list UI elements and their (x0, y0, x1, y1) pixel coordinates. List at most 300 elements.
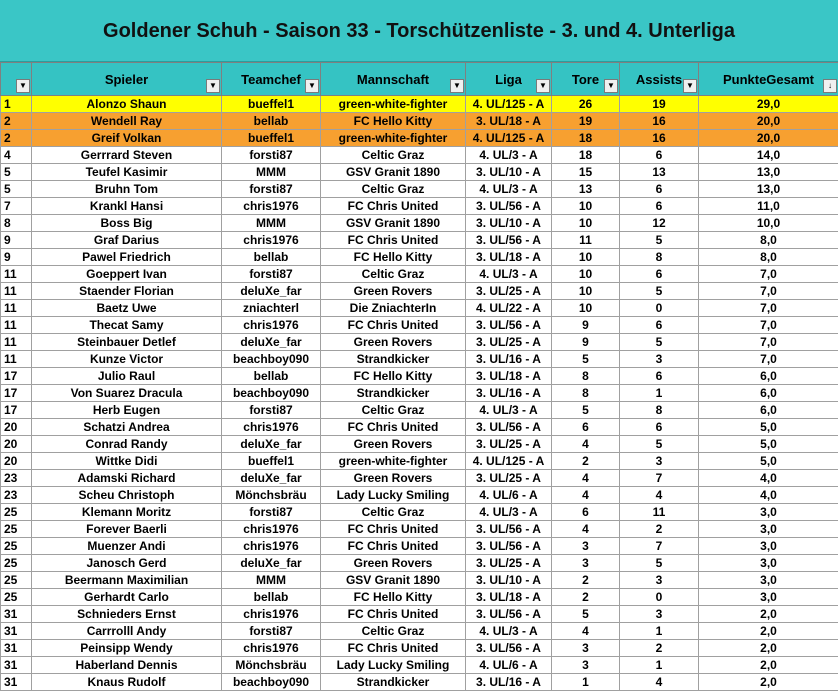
cell-assists[interactable]: 3 (620, 453, 699, 470)
cell-team[interactable]: FC Hello Kitty (321, 249, 466, 266)
cell-points[interactable]: 10,0 (699, 215, 838, 232)
cell-rank[interactable]: 31 (1, 674, 32, 691)
cell-manager[interactable]: chris1976 (222, 419, 321, 436)
cell-manager[interactable]: deluXe_far (222, 470, 321, 487)
cell-rank[interactable]: 11 (1, 351, 32, 368)
cell-team[interactable]: FC Hello Kitty (321, 589, 466, 606)
cell-goals[interactable]: 1 (552, 674, 620, 691)
cell-player[interactable]: Knaus Rudolf (32, 674, 222, 691)
cell-player[interactable]: Krankl Hansi (32, 198, 222, 215)
cell-manager[interactable]: chris1976 (222, 538, 321, 555)
cell-league[interactable]: 3. UL/25 - A (466, 470, 552, 487)
cell-points[interactable]: 13,0 (699, 164, 838, 181)
cell-points[interactable]: 5,0 (699, 436, 838, 453)
cell-league[interactable]: 3. UL/56 - A (466, 419, 552, 436)
cell-rank[interactable]: 31 (1, 606, 32, 623)
column-header-points[interactable] (699, 63, 838, 96)
cell-manager[interactable]: deluXe_far (222, 283, 321, 300)
column-header-league[interactable] (466, 63, 552, 96)
cell-assists[interactable]: 6 (620, 419, 699, 436)
cell-manager[interactable]: bueffel1 (222, 96, 321, 113)
cell-assists[interactable]: 6 (620, 147, 699, 164)
cell-player[interactable]: Thecat Samy (32, 317, 222, 334)
cell-league[interactable]: 3. UL/10 - A (466, 572, 552, 589)
cell-assists[interactable]: 5 (620, 334, 699, 351)
cell-player[interactable]: Scheu Christoph (32, 487, 222, 504)
column-header-assists[interactable] (620, 63, 699, 96)
cell-assists[interactable]: 6 (620, 266, 699, 283)
cell-manager[interactable]: beachboy090 (222, 385, 321, 402)
cell-goals[interactable]: 5 (552, 402, 620, 419)
cell-manager[interactable]: chris1976 (222, 232, 321, 249)
cell-manager[interactable]: bellab (222, 589, 321, 606)
cell-points[interactable]: 2,0 (699, 640, 838, 657)
column-header-player[interactable] (32, 63, 222, 96)
cell-assists[interactable]: 6 (620, 198, 699, 215)
cell-goals[interactable]: 2 (552, 453, 620, 470)
cell-player[interactable]: Conrad Randy (32, 436, 222, 453)
cell-rank[interactable]: 5 (1, 164, 32, 181)
cell-team[interactable]: FC Chris United (321, 640, 466, 657)
cell-assists[interactable]: 19 (620, 96, 699, 113)
cell-points[interactable]: 14,0 (699, 147, 838, 164)
cell-league[interactable]: 4. UL/125 - A (466, 96, 552, 113)
cell-manager[interactable]: forsti87 (222, 402, 321, 419)
cell-player[interactable]: Klemann Moritz (32, 504, 222, 521)
cell-assists[interactable]: 3 (620, 572, 699, 589)
cell-assists[interactable]: 3 (620, 351, 699, 368)
cell-assists[interactable]: 2 (620, 521, 699, 538)
cell-team[interactable]: Green Rovers (321, 334, 466, 351)
cell-assists[interactable]: 13 (620, 164, 699, 181)
cell-points[interactable]: 20,0 (699, 130, 838, 147)
cell-goals[interactable]: 3 (552, 555, 620, 572)
cell-player[interactable]: Schnieders Ernst (32, 606, 222, 623)
cell-player[interactable]: Steinbauer Detlef (32, 334, 222, 351)
cell-goals[interactable]: 2 (552, 589, 620, 606)
cell-goals[interactable]: 10 (552, 249, 620, 266)
cell-player[interactable]: Wittke Didi (32, 453, 222, 470)
cell-assists[interactable]: 6 (620, 368, 699, 385)
cell-rank[interactable]: 20 (1, 436, 32, 453)
cell-rank[interactable]: 17 (1, 402, 32, 419)
cell-team[interactable]: Celtic Graz (321, 504, 466, 521)
cell-points[interactable]: 3,0 (699, 504, 838, 521)
cell-assists[interactable]: 6 (620, 317, 699, 334)
cell-rank[interactable]: 20 (1, 453, 32, 470)
cell-points[interactable]: 2,0 (699, 674, 838, 691)
cell-league[interactable]: 4. UL/22 - A (466, 300, 552, 317)
cell-league[interactable]: 4. UL/3 - A (466, 402, 552, 419)
filter-dropdown-icon[interactable]: ▼ (604, 79, 618, 93)
cell-goals[interactable]: 19 (552, 113, 620, 130)
cell-goals[interactable]: 15 (552, 164, 620, 181)
cell-rank[interactable]: 1 (1, 96, 32, 113)
cell-assists[interactable]: 5 (620, 555, 699, 572)
cell-rank[interactable]: 25 (1, 555, 32, 572)
cell-goals[interactable]: 9 (552, 317, 620, 334)
cell-league[interactable]: 4. UL/125 - A (466, 130, 552, 147)
cell-assists[interactable]: 5 (620, 283, 699, 300)
cell-player[interactable]: Alonzo Shaun (32, 96, 222, 113)
column-header-rank[interactable] (1, 63, 32, 96)
cell-points[interactable]: 7,0 (699, 283, 838, 300)
cell-points[interactable]: 20,0 (699, 113, 838, 130)
cell-points[interactable]: 6,0 (699, 385, 838, 402)
cell-rank[interactable]: 25 (1, 504, 32, 521)
cell-points[interactable]: 8,0 (699, 232, 838, 249)
cell-team[interactable]: Strandkicker (321, 351, 466, 368)
cell-rank[interactable]: 11 (1, 300, 32, 317)
cell-points[interactable]: 3,0 (699, 589, 838, 606)
cell-goals[interactable]: 10 (552, 283, 620, 300)
cell-player[interactable]: Bruhn Tom (32, 181, 222, 198)
cell-goals[interactable]: 10 (552, 198, 620, 215)
cell-points[interactable]: 5,0 (699, 453, 838, 470)
cell-points[interactable]: 7,0 (699, 334, 838, 351)
cell-points[interactable]: 3,0 (699, 555, 838, 572)
cell-team[interactable]: FC Chris United (321, 606, 466, 623)
cell-points[interactable]: 2,0 (699, 606, 838, 623)
cell-team[interactable]: Strandkicker (321, 385, 466, 402)
cell-team[interactable]: FC Hello Kitty (321, 368, 466, 385)
cell-league[interactable]: 4. UL/6 - A (466, 487, 552, 504)
cell-goals[interactable]: 9 (552, 334, 620, 351)
cell-team[interactable]: FC Chris United (321, 198, 466, 215)
cell-league[interactable]: 4. UL/6 - A (466, 657, 552, 674)
cell-assists[interactable]: 0 (620, 589, 699, 606)
cell-rank[interactable]: 25 (1, 589, 32, 606)
cell-goals[interactable]: 10 (552, 300, 620, 317)
cell-points[interactable]: 3,0 (699, 521, 838, 538)
cell-player[interactable]: Baetz Uwe (32, 300, 222, 317)
cell-manager[interactable]: beachboy090 (222, 674, 321, 691)
filter-dropdown-icon[interactable]: ▼ (683, 79, 697, 93)
cell-assists[interactable]: 4 (620, 487, 699, 504)
cell-goals[interactable]: 6 (552, 504, 620, 521)
cell-league[interactable]: 4. UL/125 - A (466, 453, 552, 470)
cell-player[interactable]: Haberland Dennis (32, 657, 222, 674)
cell-league[interactable]: 3. UL/18 - A (466, 368, 552, 385)
cell-rank[interactable]: 17 (1, 385, 32, 402)
cell-points[interactable]: 13,0 (699, 181, 838, 198)
cell-manager[interactable]: MMM (222, 572, 321, 589)
cell-rank[interactable]: 7 (1, 198, 32, 215)
cell-assists[interactable]: 0 (620, 300, 699, 317)
cell-rank[interactable]: 31 (1, 640, 32, 657)
cell-rank[interactable]: 9 (1, 232, 32, 249)
cell-player[interactable]: Carrrolll Andy (32, 623, 222, 640)
cell-rank[interactable]: 23 (1, 470, 32, 487)
cell-manager[interactable]: chris1976 (222, 198, 321, 215)
cell-player[interactable]: Boss Big (32, 215, 222, 232)
cell-goals[interactable]: 3 (552, 657, 620, 674)
cell-manager[interactable]: deluXe_far (222, 436, 321, 453)
cell-player[interactable]: Gerhardt Carlo (32, 589, 222, 606)
cell-rank[interactable]: 25 (1, 538, 32, 555)
column-header-team[interactable] (321, 63, 466, 96)
cell-goals[interactable]: 8 (552, 368, 620, 385)
cell-league[interactable]: 3. UL/16 - A (466, 351, 552, 368)
cell-goals[interactable]: 5 (552, 351, 620, 368)
cell-points[interactable]: 8,0 (699, 249, 838, 266)
cell-points[interactable]: 29,0 (699, 96, 838, 113)
cell-manager[interactable]: MMM (222, 164, 321, 181)
cell-team[interactable]: GSV Granit 1890 (321, 164, 466, 181)
cell-rank[interactable]: 4 (1, 147, 32, 164)
cell-points[interactable]: 4,0 (699, 487, 838, 504)
cell-player[interactable]: Graf Darius (32, 232, 222, 249)
cell-rank[interactable]: 9 (1, 249, 32, 266)
cell-league[interactable]: 3. UL/16 - A (466, 674, 552, 691)
cell-goals[interactable]: 2 (552, 572, 620, 589)
cell-rank[interactable]: 23 (1, 487, 32, 504)
cell-league[interactable]: 3. UL/56 - A (466, 198, 552, 215)
cell-player[interactable]: Gerrrard Steven (32, 147, 222, 164)
cell-manager[interactable]: zniachterl (222, 300, 321, 317)
cell-team[interactable]: Celtic Graz (321, 402, 466, 419)
cell-manager[interactable]: forsti87 (222, 147, 321, 164)
cell-league[interactable]: 3. UL/25 - A (466, 555, 552, 572)
cell-league[interactable]: 3. UL/56 - A (466, 317, 552, 334)
cell-team[interactable]: FC Chris United (321, 317, 466, 334)
cell-league[interactable]: 3. UL/16 - A (466, 385, 552, 402)
cell-team[interactable]: FC Chris United (321, 232, 466, 249)
cell-goals[interactable]: 5 (552, 606, 620, 623)
column-header-label: Teamchef (241, 71, 301, 87)
cell-assists[interactable]: 1 (620, 623, 699, 640)
cell-team[interactable]: FC Chris United (321, 521, 466, 538)
cell-league[interactable]: 3. UL/18 - A (466, 113, 552, 130)
cell-league[interactable]: 3. UL/25 - A (466, 283, 552, 300)
cell-assists[interactable]: 5 (620, 232, 699, 249)
cell-team[interactable]: Strandkicker (321, 674, 466, 691)
cell-assists[interactable]: 1 (620, 657, 699, 674)
cell-player[interactable]: Goeppert Ivan (32, 266, 222, 283)
cell-assists[interactable]: 11 (620, 504, 699, 521)
cell-league[interactable]: 3. UL/25 - A (466, 436, 552, 453)
cell-goals[interactable]: 11 (552, 232, 620, 249)
column-header-manager[interactable] (222, 63, 321, 96)
cell-league[interactable]: 3. UL/56 - A (466, 640, 552, 657)
header-row (1, 63, 838, 96)
cell-player[interactable]: Forever Baerli (32, 521, 222, 538)
cell-points[interactable]: 7,0 (699, 300, 838, 317)
cell-team[interactable]: GSV Granit 1890 (321, 215, 466, 232)
cell-team[interactable]: green-white-fighter (321, 453, 466, 470)
cell-assists[interactable]: 16 (620, 113, 699, 130)
cell-team[interactable]: Celtic Graz (321, 181, 466, 198)
cell-goals[interactable]: 3 (552, 640, 620, 657)
cell-goals[interactable]: 8 (552, 385, 620, 402)
cell-team[interactable]: Die ZniachterIn (321, 300, 466, 317)
table-row (1, 487, 838, 504)
cell-rank[interactable]: 11 (1, 334, 32, 351)
cell-points[interactable]: 7,0 (699, 351, 838, 368)
cell-rank[interactable]: 20 (1, 419, 32, 436)
cell-goals[interactable]: 6 (552, 419, 620, 436)
cell-team[interactable]: FC Chris United (321, 419, 466, 436)
cell-points[interactable]: 7,0 (699, 266, 838, 283)
cell-team[interactable]: green-white-fighter (321, 96, 466, 113)
cell-manager[interactable]: forsti87 (222, 623, 321, 640)
cell-league[interactable]: 4. UL/3 - A (466, 504, 552, 521)
cell-points[interactable]: 4,0 (699, 470, 838, 487)
cell-player[interactable]: Greif Volkan (32, 130, 222, 147)
cell-rank[interactable]: 11 (1, 317, 32, 334)
cell-assists[interactable]: 16 (620, 130, 699, 147)
cell-league[interactable]: 3. UL/18 - A (466, 589, 552, 606)
cell-assists[interactable]: 4 (620, 674, 699, 691)
cell-player[interactable]: Beermann Maximilian (32, 572, 222, 589)
scorer-table (0, 62, 838, 691)
cell-player[interactable]: Herb Eugen (32, 402, 222, 419)
cell-player[interactable]: Wendell Ray (32, 113, 222, 130)
cell-points[interactable]: 3,0 (699, 572, 838, 589)
cell-team[interactable]: Green Rovers (321, 436, 466, 453)
cell-league[interactable]: 4. UL/3 - A (466, 181, 552, 198)
cell-manager[interactable]: bueffel1 (222, 130, 321, 147)
cell-team[interactable]: Celtic Graz (321, 147, 466, 164)
cell-rank[interactable]: 5 (1, 181, 32, 198)
filter-dropdown-icon[interactable]: ▼ (206, 79, 220, 93)
cell-player[interactable]: Muenzer Andi (32, 538, 222, 555)
cell-assists[interactable]: 2 (620, 640, 699, 657)
cell-goals[interactable]: 4 (552, 521, 620, 538)
cell-manager[interactable]: chris1976 (222, 606, 321, 623)
cell-player[interactable]: Peinsipp Wendy (32, 640, 222, 657)
filter-dropdown-icon[interactable]: ▼ (305, 79, 319, 93)
cell-league[interactable]: 3. UL/10 - A (466, 164, 552, 181)
cell-league[interactable]: 3. UL/56 - A (466, 521, 552, 538)
cell-team[interactable]: Celtic Graz (321, 623, 466, 640)
cell-points[interactable]: 5,0 (699, 419, 838, 436)
cell-goals[interactable]: 13 (552, 181, 620, 198)
cell-assists[interactable]: 8 (620, 402, 699, 419)
cell-league[interactable]: 3. UL/56 - A (466, 606, 552, 623)
cell-team[interactable]: Green Rovers (321, 470, 466, 487)
cell-rank[interactable]: 31 (1, 623, 32, 640)
cell-manager[interactable]: chris1976 (222, 317, 321, 334)
cell-league[interactable]: 4. UL/3 - A (466, 147, 552, 164)
cell-player[interactable]: Adamski Richard (32, 470, 222, 487)
filter-dropdown-icon[interactable]: ▼ (16, 79, 30, 93)
cell-manager[interactable]: forsti87 (222, 181, 321, 198)
cell-manager[interactable]: bellab (222, 368, 321, 385)
cell-manager[interactable]: bueffel1 (222, 453, 321, 470)
cell-manager[interactable]: forsti87 (222, 504, 321, 521)
cell-manager[interactable]: Mönchsbräu (222, 657, 321, 674)
cell-league[interactable]: 4. UL/3 - A (466, 266, 552, 283)
cell-points[interactable]: 2,0 (699, 657, 838, 674)
cell-team[interactable]: Lady Lucky Smiling (321, 487, 466, 504)
cell-points[interactable]: 11,0 (699, 198, 838, 215)
cell-goals[interactable]: 18 (552, 147, 620, 164)
cell-manager[interactable]: beachboy090 (222, 351, 321, 368)
cell-league[interactable]: 3. UL/10 - A (466, 215, 552, 232)
cell-player[interactable]: Kunze Victor (32, 351, 222, 368)
cell-team[interactable]: Green Rovers (321, 283, 466, 300)
cell-rank[interactable]: 8 (1, 215, 32, 232)
cell-manager[interactable]: bellab (222, 249, 321, 266)
cell-team[interactable]: Green Rovers (321, 555, 466, 572)
cell-assists[interactable]: 6 (620, 181, 699, 198)
cell-points[interactable]: 3,0 (699, 538, 838, 555)
cell-team[interactable]: Celtic Graz (321, 266, 466, 283)
filter-dropdown-icon[interactable]: ▼ (536, 79, 550, 93)
cell-rank[interactable]: 25 (1, 521, 32, 538)
cell-manager[interactable]: Mönchsbräu (222, 487, 321, 504)
cell-points[interactable]: 6,0 (699, 402, 838, 419)
cell-manager[interactable]: forsti87 (222, 266, 321, 283)
sort-descending-icon[interactable]: ↓ (823, 79, 837, 93)
cell-player[interactable]: Schatzi Andrea (32, 419, 222, 436)
cell-goals[interactable]: 26 (552, 96, 620, 113)
cell-points[interactable]: 7,0 (699, 317, 838, 334)
cell-manager[interactable]: chris1976 (222, 521, 321, 538)
filter-dropdown-icon[interactable]: ▼ (450, 79, 464, 93)
cell-team[interactable]: FC Hello Kitty (321, 113, 466, 130)
cell-rank[interactable]: 2 (1, 130, 32, 147)
cell-assists[interactable]: 7 (620, 538, 699, 555)
cell-player[interactable]: Janosch Gerd (32, 555, 222, 572)
cell-team[interactable]: Lady Lucky Smiling (321, 657, 466, 674)
cell-rank[interactable]: 17 (1, 368, 32, 385)
cell-rank[interactable]: 2 (1, 113, 32, 130)
column-header-goals[interactable] (552, 63, 620, 96)
cell-goals[interactable]: 4 (552, 436, 620, 453)
cell-manager[interactable]: chris1976 (222, 640, 321, 657)
cell-manager[interactable]: deluXe_far (222, 334, 321, 351)
cell-goals[interactable]: 4 (552, 623, 620, 640)
cell-rank[interactable]: 11 (1, 283, 32, 300)
cell-points[interactable]: 2,0 (699, 623, 838, 640)
cell-goals[interactable]: 10 (552, 215, 620, 232)
cell-assists[interactable]: 5 (620, 436, 699, 453)
cell-manager[interactable]: deluXe_far (222, 555, 321, 572)
cell-goals[interactable]: 18 (552, 130, 620, 147)
cell-player[interactable]: Pawel Friedrich (32, 249, 222, 266)
cell-assists[interactable]: 8 (620, 249, 699, 266)
cell-goals[interactable]: 3 (552, 538, 620, 555)
cell-assists[interactable]: 12 (620, 215, 699, 232)
cell-league[interactable]: 4. UL/3 - A (466, 623, 552, 640)
cell-goals[interactable]: 10 (552, 266, 620, 283)
cell-player[interactable]: Staender Florian (32, 283, 222, 300)
cell-player[interactable]: Julio Raul (32, 368, 222, 385)
cell-points[interactable]: 6,0 (699, 368, 838, 385)
cell-rank[interactable]: 31 (1, 657, 32, 674)
cell-rank[interactable]: 25 (1, 572, 32, 589)
cell-goals[interactable]: 4 (552, 470, 620, 487)
cell-league[interactable]: 3. UL/18 - A (466, 249, 552, 266)
cell-team[interactable]: GSV Granit 1890 (321, 572, 466, 589)
cell-league[interactable]: 3. UL/56 - A (466, 232, 552, 249)
cell-team[interactable]: green-white-fighter (321, 130, 466, 147)
cell-assists[interactable]: 1 (620, 385, 699, 402)
cell-team[interactable]: FC Chris United (321, 538, 466, 555)
cell-league[interactable]: 3. UL/25 - A (466, 334, 552, 351)
cell-rank[interactable]: 11 (1, 266, 32, 283)
cell-manager[interactable]: bellab (222, 113, 321, 130)
cell-manager[interactable]: MMM (222, 215, 321, 232)
cell-assists[interactable]: 7 (620, 470, 699, 487)
cell-player[interactable]: Teufel Kasimir (32, 164, 222, 181)
cell-player[interactable]: Von Suarez Dracula (32, 385, 222, 402)
cell-assists[interactable]: 3 (620, 606, 699, 623)
cell-goals[interactable]: 4 (552, 487, 620, 504)
cell-league[interactable]: 3. UL/56 - A (466, 538, 552, 555)
